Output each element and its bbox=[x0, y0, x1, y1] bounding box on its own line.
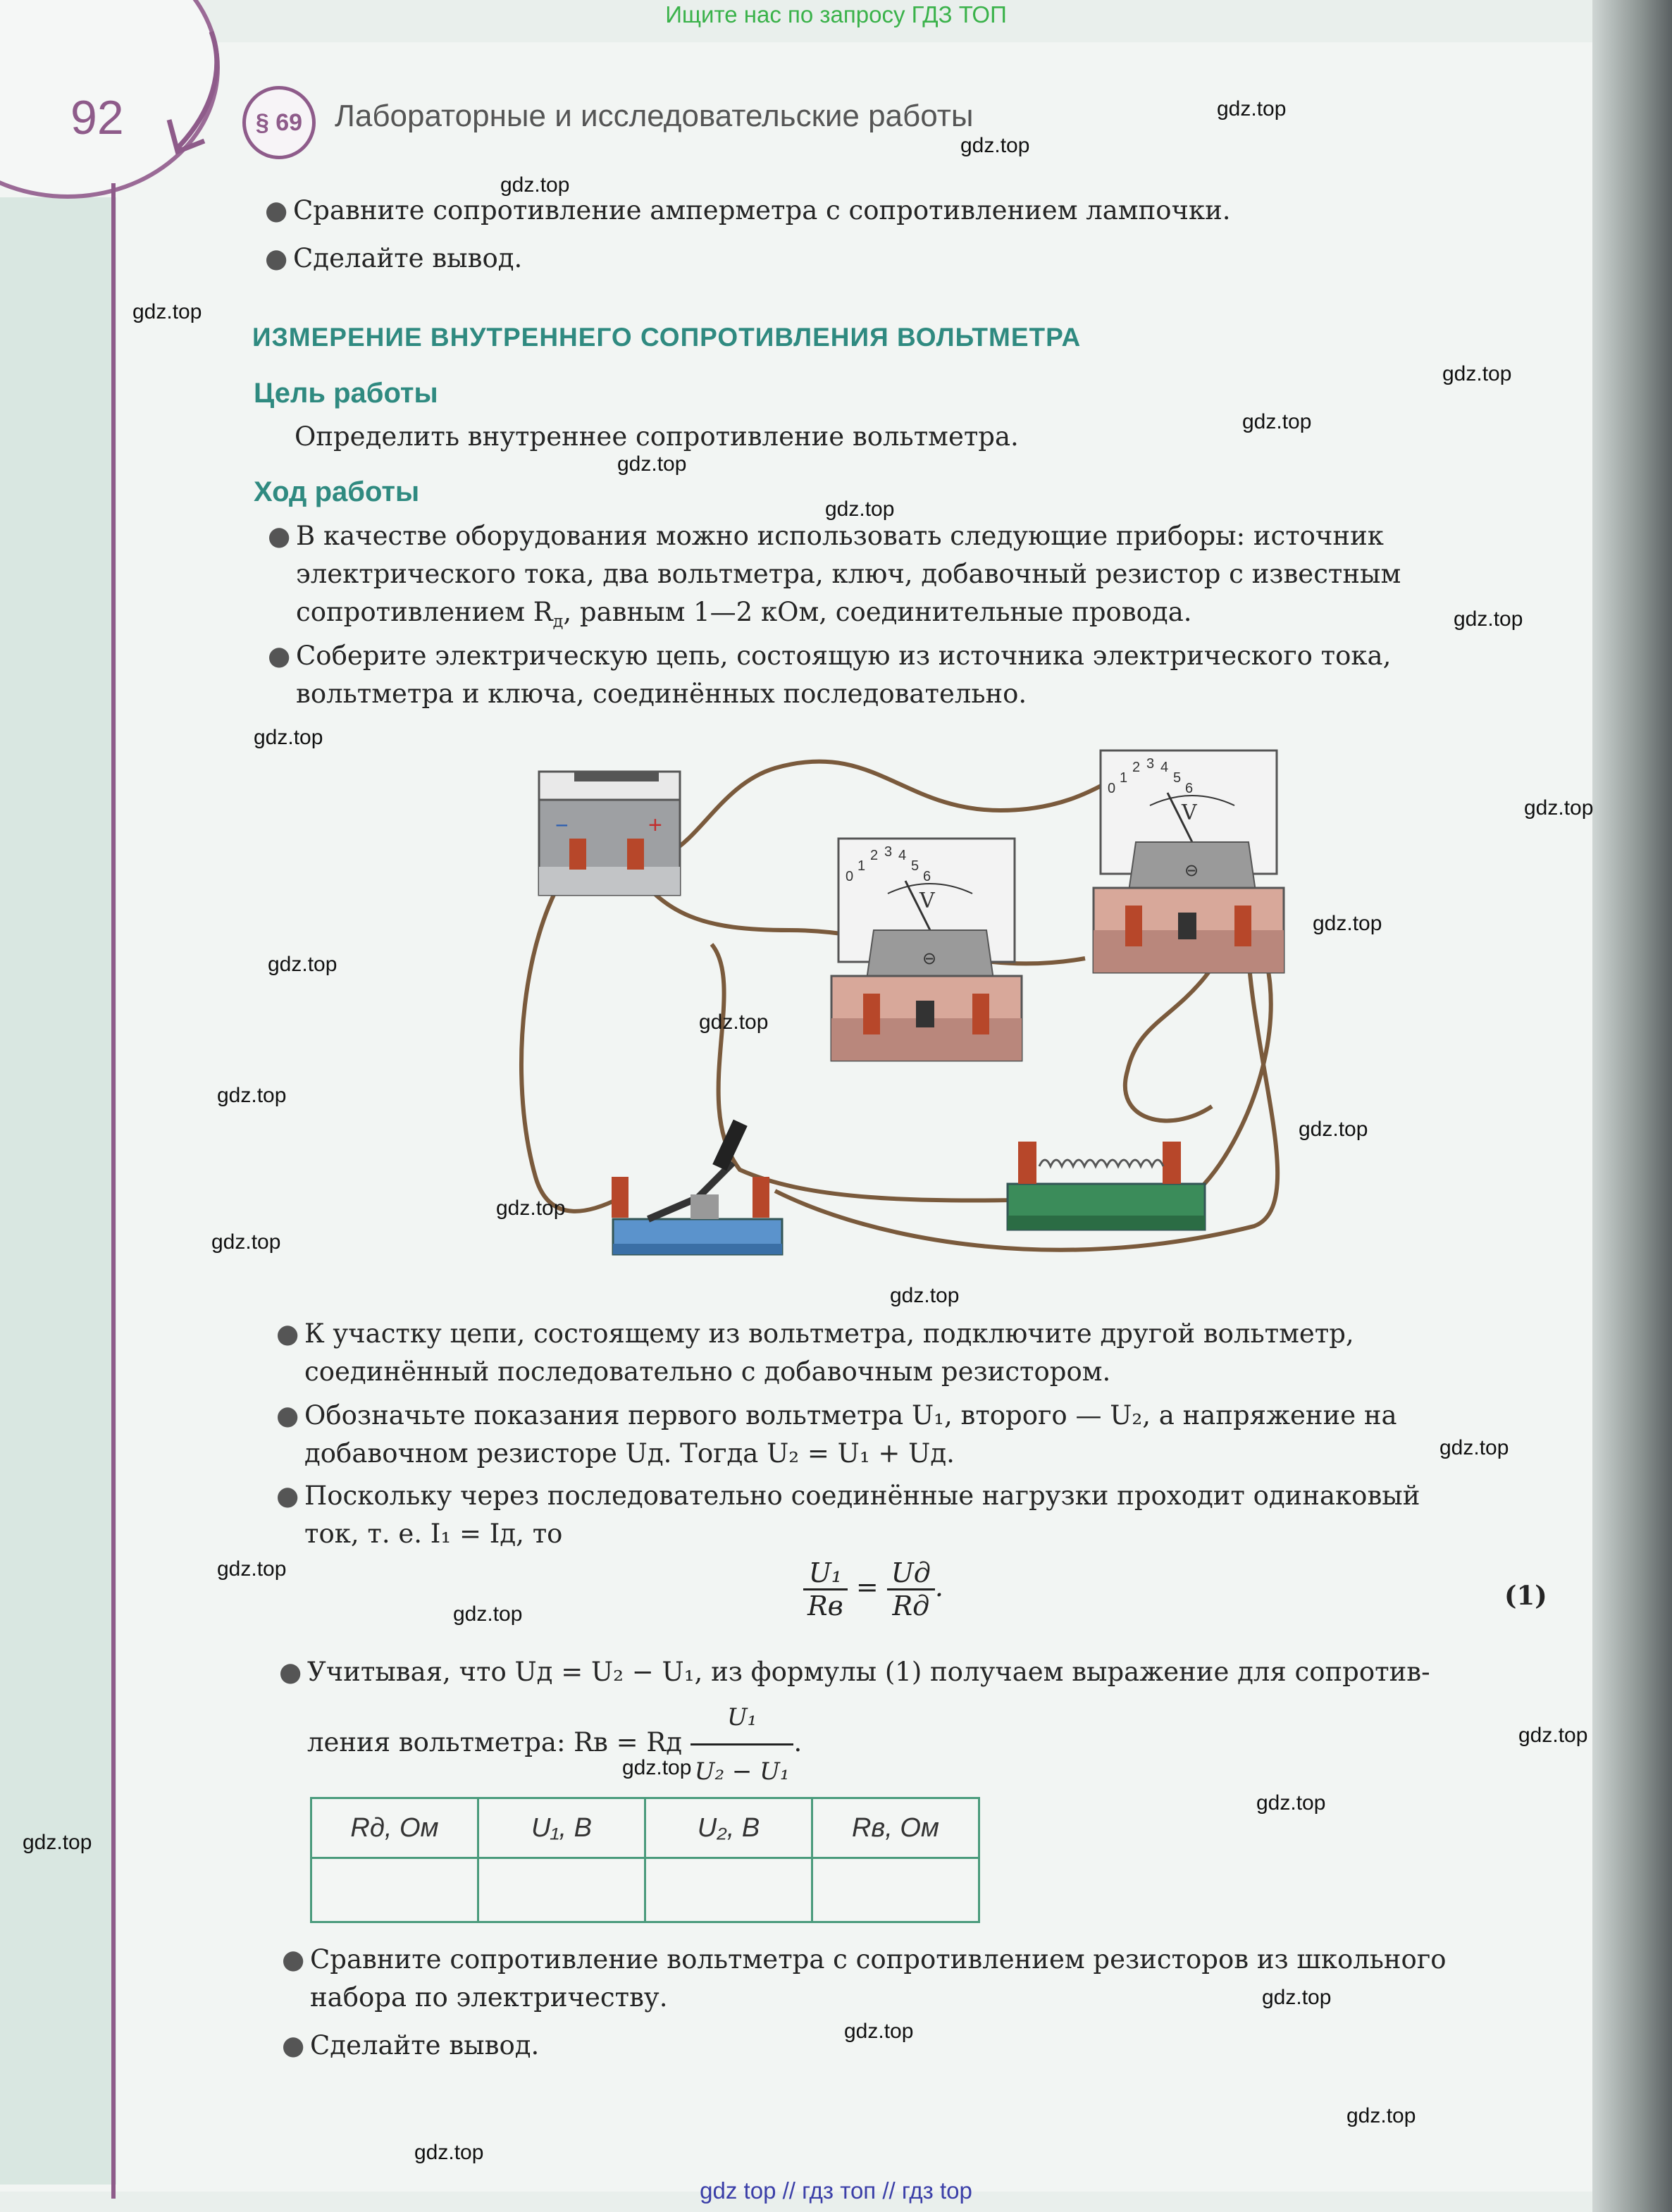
watermark: gdz.top bbox=[1256, 1791, 1326, 1815]
watermark: gdz.top bbox=[825, 498, 895, 521]
voltmeter-2 bbox=[1094, 750, 1284, 972]
watermark: gdz.top bbox=[1439, 1436, 1509, 1459]
watermark: gdz.top bbox=[617, 452, 687, 476]
step-derive: ● Учитывая, что Uд = U₂ − U₁, из формулы (1) получаем выражение для сопротив- ления вольтметра: Rв = Rд $\frac{\text{U₁}}{\text{U₂ − U₁}}$ . bbox=[279, 1657, 1430, 1786]
table-header-cell: U₂, В bbox=[645, 1798, 812, 1858]
watermark: gdz.top bbox=[1454, 607, 1523, 631]
svg-text:+: + bbox=[648, 812, 662, 839]
goal-text: Определить внутреннее сопротивление вольтметра. bbox=[295, 421, 1019, 452]
watermark: gdz.top bbox=[1299, 1118, 1368, 1141]
watermark: gdz.top bbox=[699, 1011, 769, 1034]
table-header-cell: Rд, Ом bbox=[311, 1798, 478, 1858]
svg-text:2: 2 bbox=[870, 848, 879, 863]
power-source bbox=[539, 772, 680, 895]
intro-bullet: ● Сравните сопротивление амперметра с сопротивлением лампочки. bbox=[265, 195, 1231, 225]
svg-text:0: 0 bbox=[1108, 781, 1116, 796]
watermark: gdz.top bbox=[496, 1197, 566, 1220]
watermark: gdz.top bbox=[1262, 1986, 1332, 2009]
watermark: gdz.top bbox=[268, 953, 338, 976]
step-series-current: ● Поскольку через последовательно соединённые нагрузки проходит одинаковый ток, т. е. I₁ = Iд, то bbox=[276, 1481, 1420, 1549]
watermark: gdz.top bbox=[1524, 796, 1594, 820]
svg-text:3: 3 bbox=[1146, 756, 1155, 772]
watermark: gdz.top bbox=[217, 1084, 287, 1107]
circuit-figure bbox=[507, 740, 1296, 1261]
arrow-down-icon bbox=[162, 28, 240, 162]
table-cell[interactable] bbox=[311, 1858, 478, 1922]
svg-text:⊖: ⊖ bbox=[1184, 861, 1199, 880]
svg-text:V: V bbox=[1182, 801, 1197, 825]
switch bbox=[612, 1120, 782, 1254]
resistor bbox=[1008, 1142, 1205, 1230]
section-badge: § 69 bbox=[242, 86, 316, 159]
watermark: gdz.top bbox=[890, 1284, 960, 1307]
closing-bullet-conclusion: ● Сделайте вывод. bbox=[282, 2030, 540, 2060]
page-edge-shadow bbox=[1592, 0, 1672, 2212]
watermark: gdz.top bbox=[414, 2141, 484, 2164]
section-title: Лабораторные и исследовательские работы bbox=[335, 99, 974, 133]
watermark: gdz.top bbox=[211, 1230, 281, 1254]
voltmeter-1 bbox=[831, 839, 1022, 1061]
watermark: gdz.top bbox=[622, 1756, 692, 1779]
watermark: gdz.top bbox=[844, 2020, 914, 2043]
table-cell[interactable] bbox=[812, 1858, 979, 1922]
watermark: gdz.top bbox=[217, 1557, 287, 1581]
svg-text:V: V bbox=[919, 889, 935, 913]
watermark: gdz.top bbox=[132, 300, 202, 323]
svg-text:⊖: ⊖ bbox=[922, 949, 937, 968]
table-cell[interactable] bbox=[478, 1858, 645, 1922]
svg-text:6: 6 bbox=[923, 869, 931, 884]
watermark: gdz.top bbox=[453, 1602, 523, 1626]
svg-text:0: 0 bbox=[846, 869, 854, 884]
table-header-row bbox=[311, 1798, 979, 1858]
svg-text:3: 3 bbox=[884, 844, 893, 860]
svg-text:5: 5 bbox=[911, 858, 919, 874]
page-number: 92 bbox=[70, 91, 124, 144]
watermark: gdz.top bbox=[1242, 410, 1312, 433]
lab-title: ИЗМЕРЕНИЕ ВНУТРЕННЕГО СОПРОТИВЛЕНИЯ ВОЛЬТМЕТРА bbox=[252, 323, 1082, 352]
step-assemble: ● Соберите электрическую цепь, состоящую из источника электрического тока, вольтметра и ключа, соединённых последовательно. bbox=[268, 641, 1392, 709]
top-banner[interactable]: Ищите нас по запросу ГДЗ ТОП bbox=[665, 1, 1007, 27]
watermark: gdz.top bbox=[1217, 97, 1287, 121]
svg-text:−: − bbox=[555, 812, 569, 838]
table-cell[interactable] bbox=[645, 1858, 812, 1922]
results-table bbox=[310, 1797, 980, 1923]
svg-text:6: 6 bbox=[1185, 781, 1194, 796]
watermark: gdz.top bbox=[1346, 2104, 1416, 2127]
watermark: gdz.top bbox=[960, 134, 1030, 157]
closing-bullet-compare: ● Сравните сопротивление вольтметра с сопротивлением резисторов из школьного набора по электричеству. bbox=[282, 1944, 1447, 2013]
watermark: gdz.top bbox=[254, 726, 323, 749]
procedure-heading: Ход работы bbox=[254, 476, 420, 507]
step-readings: ● Обозначьте показания первого вольтметра U₁, второго — U₂, а напряжение на добавочном резисторе Uд. Тогда U₂ = U₁ + Uд. bbox=[276, 1400, 1397, 1469]
svg-text:2: 2 bbox=[1132, 760, 1141, 775]
table-header-cell: Rв, Ом bbox=[812, 1798, 979, 1858]
goal-heading: Цель работы bbox=[254, 378, 438, 409]
wire bbox=[521, 856, 620, 1211]
svg-text:4: 4 bbox=[898, 848, 907, 863]
watermark: gdz.top bbox=[1442, 362, 1512, 385]
table-header-cell: U₁, В bbox=[478, 1798, 645, 1858]
bottom-banner[interactable]: gdz top // гдз топ // гдз top bbox=[700, 2177, 972, 2204]
margin-line bbox=[111, 183, 116, 2199]
formula-1: $\frac{\text{U₁}}{Rв}$ = $\frac{Uд}{Rд}$ . bbox=[803, 1557, 943, 1621]
svg-text:4: 4 bbox=[1160, 760, 1169, 775]
step-equipment: ● В качестве оборудования можно использовать следующие приборы: источник электрического тока, два вольтметра, ключ, добавочный резистор с известным сопротивлением $R_д$, равным 1—2 кОм, соединительные провода. bbox=[268, 521, 1401, 631]
svg-text:1: 1 bbox=[1120, 770, 1128, 786]
intro-bullet: ● Сделайте вывод. bbox=[265, 243, 523, 273]
left-margin-band bbox=[0, 197, 116, 2185]
watermark: gdz.top bbox=[1518, 1724, 1588, 1747]
watermark: gdz.top bbox=[1313, 912, 1382, 935]
table-row bbox=[311, 1858, 979, 1922]
formula-number: (1) bbox=[1504, 1580, 1547, 1611]
svg-text:1: 1 bbox=[857, 858, 866, 874]
watermark: gdz.top bbox=[500, 173, 570, 197]
watermark: gdz.top bbox=[23, 1831, 92, 1854]
svg-text:5: 5 bbox=[1173, 770, 1182, 786]
step-connect-second-voltmeter: ● К участку цепи, состоящему из вольтметра, подключите другой вольтметр, соединённый последовательно с добавочным резистором. bbox=[276, 1318, 1354, 1387]
